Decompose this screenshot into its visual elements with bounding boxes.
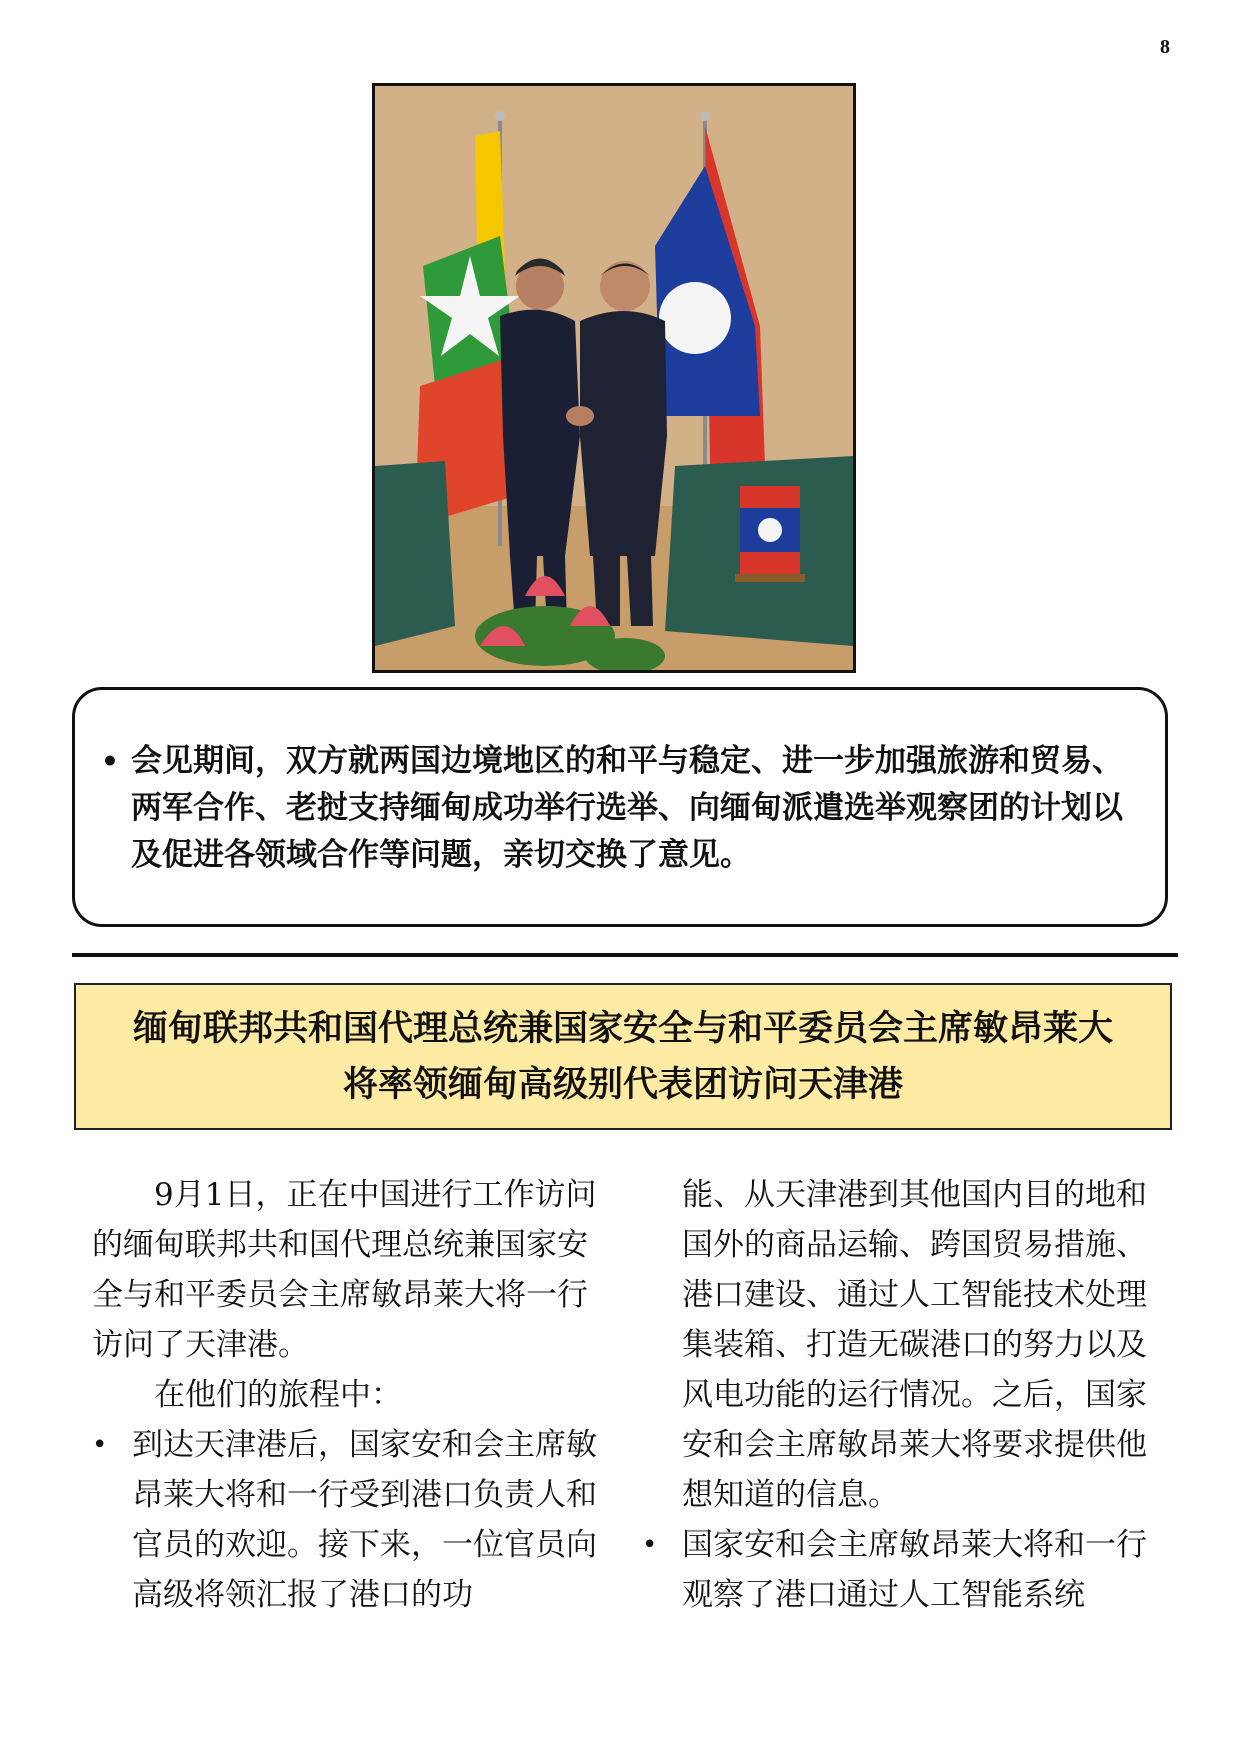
article-paragraph: 在他们的旅程中：	[154, 1377, 402, 1413]
article-column-right	[642, 1170, 1162, 1620]
photo-handshake-icon	[375, 86, 853, 670]
bullet-icon: •	[642, 1530, 658, 1560]
article-bullet-item	[642, 1520, 1162, 1620]
headline-box	[74, 983, 1172, 1130]
headline-line-2: 将率领缅甸高级别代表团访问天津港	[342, 1063, 903, 1105]
headline-line-1: 缅甸联邦共和国代理总统兼国家安全与和平委员会主席敏昂莱大	[132, 1007, 1113, 1049]
page-number: 8	[1160, 36, 1170, 58]
article-bullet-text: 国家安和会主席敏昂莱大将和一行观察了港口通过人工智能系统	[682, 1527, 1147, 1613]
article-paragraph: 9月1日，正在中国进行工作访问的缅甸联邦共和国代理总统兼国家安全与和平委员会主席敏昂莱大将一行访问了天津港。	[92, 1177, 597, 1363]
article-bullet-text: 到达天津港后，国家安和会主席敏昂莱大将和一行受到港口负责人和官员的欢迎。接下来，一位官员向高级将领汇报了港口的功	[132, 1427, 597, 1613]
section-divider	[72, 953, 1178, 957]
article-paragraph: 能、从天津港到其他国内目的地和国外的商品运输、跨国贸易措施、港口建设、通过人工智能技术处理集装箱、打造无碳港口的努力以及风电功能的运行情况。之后，国家安和会主席敏昂莱大将要求提供他想知道的信息。	[682, 1177, 1147, 1513]
article-bullet-item	[92, 1420, 612, 1620]
caption-body: 会见期间，双方就两国边境地区的和平与稳定、进一步加强旅游和贸易、两军合作、老挝支持缅甸成功举行选举、向缅甸派遣选举观察团的计划以及促进各领域合作等问题，亲切交换了意见。	[131, 743, 1123, 873]
caption-box	[72, 687, 1168, 927]
caption-text	[101, 738, 1139, 879]
bullet-icon: •	[101, 745, 119, 778]
photo-handshake	[372, 83, 856, 673]
article-column-left	[92, 1170, 612, 1620]
bullet-icon: •	[92, 1430, 108, 1460]
